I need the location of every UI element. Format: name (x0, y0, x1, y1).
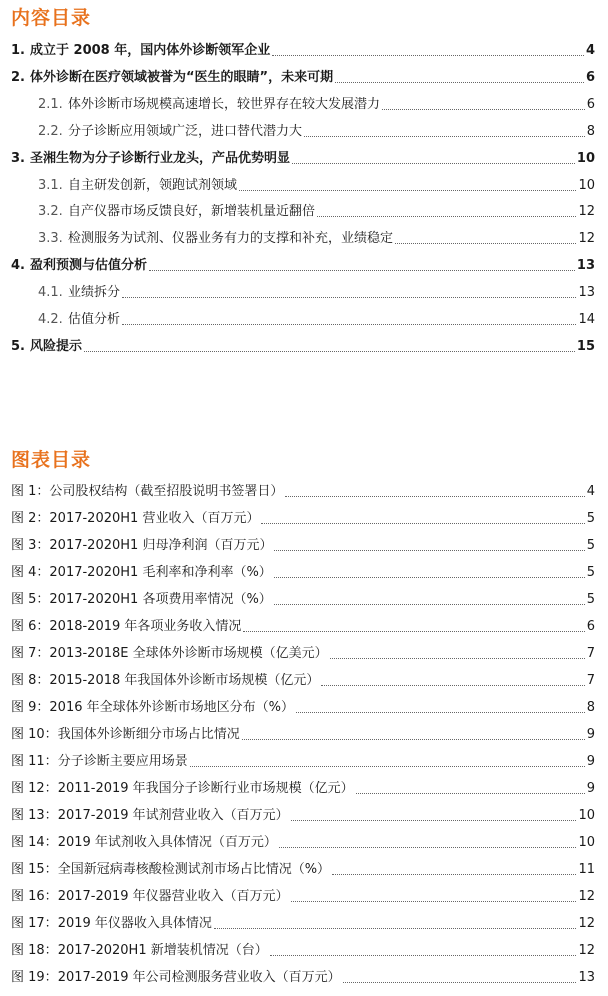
dot-leader (274, 550, 584, 551)
entry-page-number: 4 (585, 43, 595, 58)
entry-page-number: 10 (578, 177, 595, 193)
toc-entry[interactable] (0, 254, 608, 274)
entry-page-number: 9 (586, 781, 595, 796)
entry-page-number: 11 (578, 862, 595, 877)
entry-page-number: 6 (585, 69, 595, 85)
toc-entry[interactable] (0, 227, 608, 247)
entry-number: 图 2： (11, 511, 50, 526)
entry-title: 风险提示 (30, 338, 83, 354)
entry-page-number: 12 (578, 916, 595, 931)
entry-title: 2015-2018 年我国体外诊断市场规模（亿元） (49, 673, 320, 688)
dot-leader (274, 604, 585, 605)
entry-number: 4. (11, 258, 25, 274)
dot-leader (296, 712, 585, 713)
entry-title: 公司股权结构（截至招股说明书签署日） (49, 484, 284, 499)
figure-entry[interactable] (0, 912, 608, 932)
toc-entry[interactable] (0, 66, 608, 86)
toc-entry[interactable] (0, 335, 608, 355)
figure-entry[interactable] (0, 480, 608, 500)
dot-leader (285, 496, 584, 497)
entry-title: 体外诊断在医疗领域被誉为“医生的眼睛”，未来可期 (30, 69, 334, 85)
entry-title: 2017-2020H1 毛利率和净利率（%） (49, 565, 272, 580)
entry-title: 2017-2020H1 新增装机情况（台） (57, 943, 268, 958)
entry-page-number: 12 (578, 889, 595, 904)
entry-title: 2017-2020H1 归母净利润（百万元） (49, 538, 273, 553)
entry-number: 图 8： (11, 673, 50, 688)
entry-title: 全国新冠病毒核酸检测试剂市场占比情况（%） (57, 862, 331, 877)
dot-leader (332, 874, 576, 875)
figure-entry[interactable] (0, 804, 608, 824)
figure-entry[interactable] (0, 534, 608, 554)
entry-page-number: 7 (586, 673, 595, 688)
dot-leader (242, 739, 585, 740)
figure-entry[interactable] (0, 858, 608, 878)
dot-leader (149, 270, 575, 271)
entry-title: 2018-2019 年各项业务收入情况 (49, 619, 242, 634)
entry-title: 盈利预测与估值分析 (30, 258, 148, 274)
dot-leader (122, 324, 576, 325)
entry-title: 2017-2020H1 营业收入（百万元） (49, 511, 260, 526)
figure-entry[interactable] (0, 831, 608, 851)
entry-number: 3.3. (38, 231, 63, 247)
entry-number: 图 13： (11, 808, 58, 823)
figure-entry[interactable] (0, 723, 608, 743)
entry-title: 圣湘生物为分子诊断行业龙头，产品优势明显 (30, 150, 291, 166)
entry-number: 图 14： (11, 835, 58, 850)
dot-leader (335, 82, 584, 83)
entry-title: 2017-2020H1 各项费用率情况（%） (49, 592, 272, 607)
figure-entry[interactable] (0, 696, 608, 716)
entry-number: 3.1. (38, 177, 63, 193)
entry-title: 2013-2018E 全球体外诊断市场规模（亿美元） (49, 646, 328, 661)
entry-number: 2.2. (38, 123, 63, 139)
entry-number: 4.2. (38, 312, 63, 327)
entry-title: 我国体外诊断细分市场占比情况 (57, 727, 240, 742)
dot-leader (382, 109, 585, 110)
entry-title: 2017-2019 年公司检测服务营业收入（百万元） (57, 970, 341, 985)
dot-leader (239, 190, 576, 191)
dot-leader (190, 766, 585, 767)
entry-page-number: 12 (578, 231, 595, 247)
entry-page-number: 9 (586, 727, 595, 742)
entry-page-number: 5 (586, 511, 595, 526)
figure-entry[interactable] (0, 885, 608, 905)
dot-leader (122, 297, 576, 298)
entry-number: 4.1. (38, 285, 63, 301)
entry-page-number: 8 (586, 700, 595, 715)
entry-title: 2017-2019 年试剂营业收入（百万元） (57, 808, 289, 823)
entry-title: 自产仪器市场反馈良好，新增装机量近翻倍 (68, 204, 316, 220)
entry-page-number: 13 (578, 285, 595, 301)
entry-page-number: 10 (578, 835, 595, 850)
dot-leader (356, 793, 585, 794)
dot-leader (317, 216, 576, 217)
figure-entry[interactable] (0, 588, 608, 608)
entry-title: 2019 年仪器收入具体情况 (57, 916, 212, 931)
entry-number: 图 10： (11, 727, 58, 742)
entry-title: 检测服务为试剂、仪器业务有力的支撑和补充，业绩稳定 (68, 231, 394, 247)
figure-entry[interactable] (0, 642, 608, 662)
entry-page-number: 13 (578, 970, 595, 985)
entry-title: 业绩拆分 (68, 285, 121, 301)
figure-entry[interactable] (0, 750, 608, 770)
figure-entry[interactable] (0, 615, 608, 635)
dot-leader (304, 136, 585, 137)
dot-leader (214, 928, 577, 929)
toc-entry[interactable] (0, 281, 608, 301)
dot-leader (270, 955, 577, 956)
entry-page-number: 10 (576, 150, 595, 166)
entry-title: 估值分析 (68, 312, 121, 327)
entry-page-number: 5 (586, 592, 595, 607)
entry-page-number: 12 (578, 943, 595, 958)
dot-leader (292, 163, 575, 164)
entry-page-number: 4 (586, 484, 595, 499)
entry-page-number: 13 (576, 258, 595, 274)
figure-entry[interactable] (0, 966, 608, 986)
dot-leader (261, 523, 584, 524)
entry-page-number: 5 (586, 565, 595, 580)
entry-page-number: 5 (586, 538, 595, 553)
entry-number: 2. (11, 69, 25, 85)
entry-number: 1. (11, 43, 25, 58)
entry-number: 图 4： (11, 565, 50, 580)
toc-entry[interactable] (0, 93, 608, 113)
dot-leader (279, 847, 577, 848)
entry-number: 图 1： (11, 484, 50, 499)
entry-page-number: 15 (576, 338, 595, 354)
figure-entry[interactable] (0, 939, 608, 959)
entry-number: 图 12： (11, 781, 58, 796)
figure-entry[interactable] (0, 669, 608, 689)
toc-entry[interactable] (0, 200, 608, 220)
entry-number: 图 3： (11, 538, 50, 553)
dot-leader (395, 243, 576, 244)
entry-title: 分子诊断主要应用场景 (57, 754, 188, 769)
entry-number: 图 5： (11, 592, 50, 607)
entry-page-number: 9 (586, 754, 595, 769)
entry-number: 图 19： (11, 970, 58, 985)
entry-page-number: 12 (578, 204, 595, 220)
entry-number: 图 9： (11, 700, 50, 715)
dot-leader (272, 55, 584, 56)
figure-entry[interactable] (0, 507, 608, 527)
entry-title: 2019 年试剂收入具体情况（百万元） (57, 835, 277, 850)
dot-leader (291, 820, 577, 821)
dot-leader (274, 577, 585, 578)
toc-heading: 内容目录 (11, 7, 92, 29)
entry-number: 5. (11, 338, 25, 354)
entry-number: 3.2. (38, 204, 63, 220)
dot-leader (321, 685, 584, 686)
toc-entry[interactable] (0, 308, 608, 328)
toc-entry[interactable] (0, 39, 608, 59)
entry-page-number: 8 (586, 123, 595, 139)
dot-leader (84, 351, 575, 352)
entry-title: 分子诊断应用领域广泛，进口替代潜力大 (68, 123, 303, 139)
entry-page-number: 6 (586, 96, 595, 112)
entry-number: 2.1. (38, 96, 63, 112)
entry-number: 图 6： (11, 619, 50, 634)
entry-number: 图 17： (11, 916, 58, 931)
entry-page-number: 6 (586, 619, 595, 634)
entry-number: 图 15： (11, 862, 58, 877)
entry-title: 自主研发创新，领跑试剂领域 (68, 177, 238, 193)
entry-page-number: 10 (578, 808, 595, 823)
entry-number: 图 16： (11, 889, 58, 904)
entry-title: 成立于 2008 年，国内体外诊断领军企业 (30, 43, 271, 58)
entry-page-number: 7 (586, 646, 595, 661)
entry-page-number: 14 (578, 312, 595, 327)
dot-leader (343, 982, 577, 983)
entry-number: 图 11： (11, 754, 58, 769)
figure-entry[interactable] (0, 561, 608, 581)
dot-leader (291, 901, 577, 902)
entry-title: 体外诊断市场规模高速增长，较世界存在较大发展潜力 (68, 96, 381, 112)
figures-heading: 图表目录 (11, 449, 92, 471)
toc-entry[interactable] (0, 147, 608, 167)
toc-entry[interactable] (0, 174, 608, 194)
dot-leader (243, 631, 584, 632)
entry-title: 2016 年全球体外诊断市场地区分布（%） (49, 700, 294, 715)
entry-number: 3. (11, 150, 25, 166)
dot-leader (330, 658, 585, 659)
toc-entry[interactable] (0, 120, 608, 140)
figure-entry[interactable] (0, 777, 608, 797)
entry-title: 2017-2019 年仪器营业收入（百万元） (57, 889, 289, 904)
entry-number: 图 7： (11, 646, 50, 661)
entry-number: 图 18： (11, 943, 58, 958)
entry-title: 2011-2019 年我国分子诊断行业市场规模（亿元） (57, 781, 354, 796)
